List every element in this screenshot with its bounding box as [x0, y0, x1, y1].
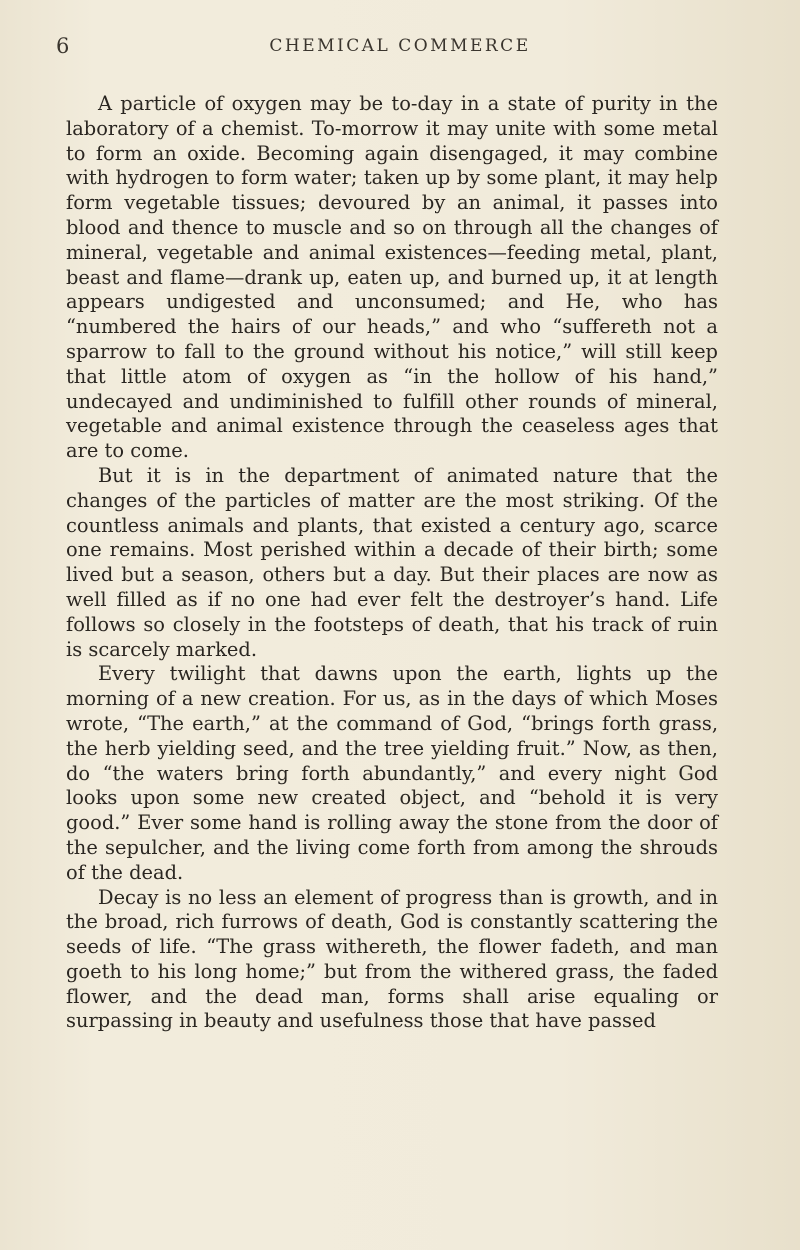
paragraph-oxygen: A particle of oxygen may be to-day in a state of purity in the laboratory of a chemist. To-morrow it may unite with some metal to form an oxide. Becoming again disengaged, it may combine with hydrogen to form water; taken up by some plant, it may help form vegetable tissues; devoured by an animal, it passes into blood and thence to muscle and so on through all the changes of mineral, vegetable and animal existences—feeding metal, plant, beast and flame—drank up, eaten up, and burned up, it at length appears undigested and unconsumed; and He, who has “numbered the hairs of our heads,” and who “suffereth not a sparrow to fall to the ground without his notice,” will still keep that little atom of oxygen as “in the hollow of his hand,” undecayed and undiminished to fulfill other rounds of mineral, vegetable and animal existence through the ceaseless ages that are to come.	[66, 92, 718, 463]
body-text	[66, 92, 718, 1034]
paragraph-animated-nature: But it is in the department of animated nature that the changes of the particles of matter are the most striking. Of the countless animals and plants, that existed a century ago, scarce one remains. Most perished within a decade of their birth; some lived but a season, others but a day. But their places are now as well filled as if no one had ever felt the destroyer’s hand. Life follows so closely in the footsteps of death, that his track of ruin is scarcely marked.	[66, 463, 718, 661]
paragraph-decay: Decay is no less an element of progress than is growth, and in the broad, rich furrows of death, God is constantly scattering the seeds of life. “The grass withereth, the flower fadeth, and man goeth to his long home;” but from the withered grass, the faded flower, and the dead man, forms shall arise equaling or surpassing in beauty and usefulness those that have passed	[66, 885, 718, 1033]
page-number: 6	[56, 34, 70, 58]
page-header	[0, 34, 800, 64]
running-head: CHEMICAL COMMERCE	[269, 36, 531, 56]
paragraph-twilight: Every twilight that dawns upon the earth, lights up the morning of a new creation. For us, as in the days of which Moses wrote, “The earth,” at the command of God, “brings forth grass, the herb yielding seed, and the tree yielding fruit.” Now, as then, do “the waters bring forth abundantly,” and every night God looks upon some new created object, and “behold it is very good.” Ever some hand is rolling away the stone from the door of the sepulcher, and the living come forth from among the shrouds of the dead.	[66, 662, 718, 884]
